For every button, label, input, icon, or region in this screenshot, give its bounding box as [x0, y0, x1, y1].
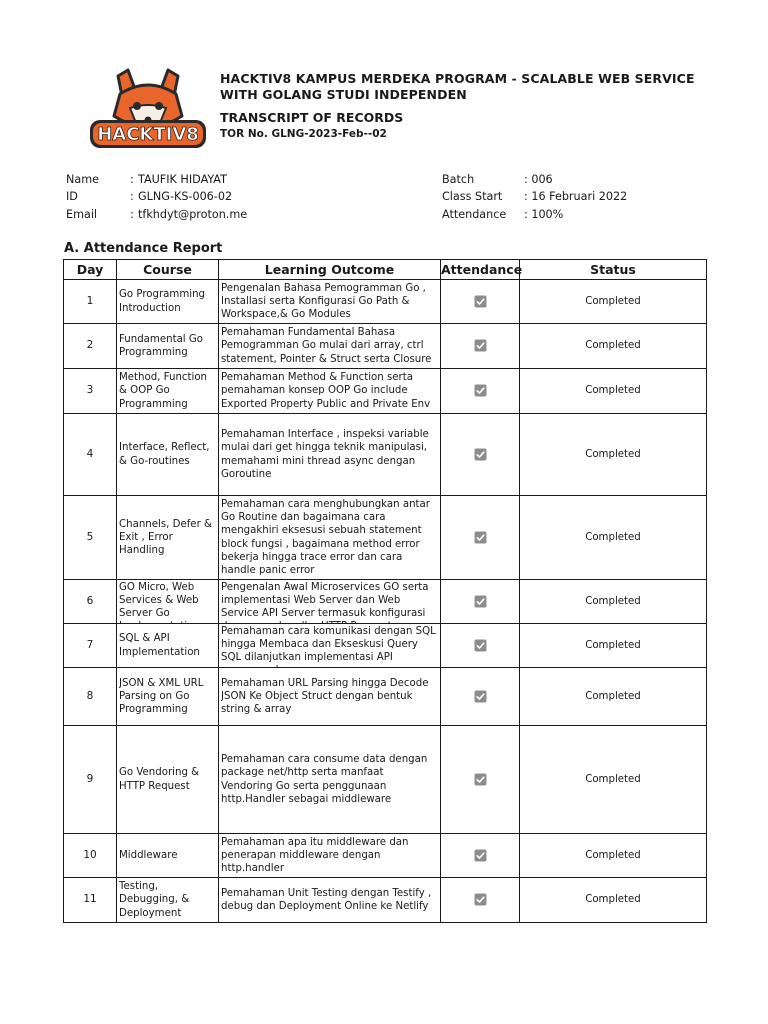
table-row: [64, 878, 707, 923]
status-cell: Completed: [520, 878, 707, 923]
status-cell: Completed: [520, 369, 707, 414]
outcome-text: Pemahaman apa itu middleware dan penerapan middleware dengan http.handler: [221, 836, 409, 875]
course-text: Method, Function & OOP Go Programming: [119, 372, 208, 410]
checkbox-checked-icon: [474, 849, 487, 862]
attendance-cell: [441, 369, 520, 414]
checkbox-checked-icon: [474, 384, 487, 397]
checkbox-checked-icon: [474, 531, 487, 544]
hacktiv8-logo: [82, 66, 214, 158]
status-cell: Completed: [520, 496, 707, 580]
table-row: [64, 369, 707, 414]
info-value: : 006: [524, 173, 553, 186]
checkbox-checked-icon: [474, 295, 487, 308]
outcome-text: Pemahaman Fundamental Bahasa Pemogramman Go mulai dari array, ctrl statement, Pointer & Struct serta Closure: [221, 327, 432, 365]
outcome-cell: [219, 414, 441, 496]
course-cell: [117, 726, 219, 834]
column-header-course: Course: [117, 260, 219, 280]
table-row: [64, 624, 707, 668]
outcome-text: Pengenalan Bahasa Pemogramman Go , Installasi serta Konfigurasi Go Path & Workspace,& Go Modules: [221, 282, 426, 321]
table-row: [64, 834, 707, 878]
course-cell: [117, 624, 219, 668]
day-cell: 8: [64, 668, 117, 726]
info-separator: :: [130, 173, 134, 186]
day-cell: 2: [64, 324, 117, 369]
outcome-cell: [219, 624, 441, 668]
course-cell: [117, 324, 219, 369]
attendance-cell: [441, 414, 520, 496]
outcome-text: Pemahaman cara komunikasi dengan SQL hingga Membaca dan Ekseskusi Query SQL dilanjutkan implementasi API: [221, 625, 436, 663]
column-header-learning-outcome: Learning Outcome: [219, 260, 441, 280]
checkbox-checked-icon: [474, 639, 487, 652]
outcome-cell: [219, 324, 441, 369]
checkbox-checked-icon: [474, 893, 487, 906]
info-row-email: [66, 206, 247, 223]
day-cell: 7: [64, 624, 117, 668]
checkbox-checked-icon: [474, 595, 487, 608]
info-separator: :: [130, 190, 134, 204]
document-title: TRANSCRIPT OF RECORDS: [220, 110, 404, 125]
course-cell: [117, 668, 219, 726]
day-cell: 11: [64, 878, 117, 923]
info-row-name: [66, 171, 247, 188]
student-info: [66, 171, 247, 223]
day-cell: 10: [64, 834, 117, 878]
course-text: Interface, Reflect, & Go-routines: [119, 442, 210, 467]
outcome-cell: [219, 580, 441, 624]
info-label: Batch: [442, 173, 475, 186]
column-header-status: Status: [520, 260, 707, 280]
course-cell: [117, 834, 219, 878]
course-cell: [117, 496, 219, 580]
outcome-cell: [219, 878, 441, 923]
column-header-attendance: Attendance: [441, 260, 520, 280]
section-title: A. Attendance Report: [64, 241, 223, 256]
table-row: [64, 414, 707, 496]
checkbox-checked-icon: [474, 339, 487, 352]
course-text: SQL & API Implementation: [119, 633, 200, 658]
document-header: [220, 71, 720, 140]
attendance-cell: [441, 878, 520, 923]
table-row: [64, 726, 707, 834]
table-row: [64, 280, 707, 324]
day-cell: 6: [64, 580, 117, 624]
program-title: HACKTIV8 KAMPUS MERDEKA PROGRAM - SCALABLE WEB SERVICE WITH GOLANG STUDI INDEPENDEN: [220, 71, 695, 102]
day-cell: 4: [64, 414, 117, 496]
info-row-class-start: [442, 188, 627, 205]
status-cell: Completed: [520, 624, 707, 668]
checkbox-checked-icon: [474, 690, 487, 703]
course-text: Go Programming Introduction: [119, 289, 206, 314]
attendance-cell: [441, 496, 520, 580]
day-cell: 3: [64, 369, 117, 414]
status-cell: Completed: [520, 280, 707, 324]
course-text: Middleware: [119, 849, 178, 861]
attendance-cell: [441, 668, 520, 726]
info-value: TAUFIK HIDAYAT: [138, 173, 227, 186]
course-text: JSON & XML URL Parsing on Go Programming: [119, 677, 204, 716]
info-value: : 16 Februari 2022: [524, 190, 628, 204]
info-separator: :: [130, 207, 134, 221]
info-row-id: [66, 188, 247, 205]
attendance-cell: [441, 324, 520, 369]
outcome-cell: [219, 726, 441, 834]
course-text: Testing, Debugging, & Deployment: [119, 881, 190, 919]
status-cell: Completed: [520, 726, 707, 834]
status-cell: Completed: [520, 414, 707, 496]
outcome-text: Pemahaman Method & Function serta pemahaman konsep OOP Go include Exported Property Public and Private Env: [221, 372, 431, 410]
attendance-cell: [441, 834, 520, 878]
status-cell: Completed: [520, 668, 707, 726]
attendance-table: [63, 259, 707, 923]
outcome-text: Pengenalan Awal Microservices GO serta implementasi Web Server dan Web Service API Server termasuk konfigurasi: [221, 581, 429, 619]
table-header-row: [64, 260, 707, 280]
course-text: GO Micro, Web Services & Web Server Go: [119, 581, 199, 619]
info-row-batch: [442, 171, 627, 188]
outcome-text: Pemahaman URL Parsing hingga Decode JSON Ke Object Struct dengan bentuk string & array: [221, 677, 429, 716]
outcome-text: Pemahaman cara menghubungkan antar Go Routine dan bagaimana cara mengakhiri eksesusi sebuah statement block fungsi , bagaimana method error bekerja hingga trace error dan cara handle panic error: [221, 498, 430, 576]
course-cell: [117, 878, 219, 923]
info-label: Attendance: [442, 207, 507, 221]
course-text: Go Vendoring & HTTP Request: [119, 767, 200, 792]
attendance-cell: [441, 280, 520, 324]
column-header-day: Day: [64, 260, 117, 280]
info-label: Name: [66, 173, 100, 186]
status-cell: Completed: [520, 580, 707, 624]
table-row: [64, 580, 707, 624]
attendance-cell: [441, 624, 520, 668]
attendance-cell: [441, 726, 520, 834]
outcome-cell: [219, 369, 441, 414]
outcome-cell: [219, 496, 441, 580]
attendance-cell: [441, 580, 520, 624]
outcome-cell: [219, 668, 441, 726]
info-row-attendance: [442, 206, 627, 223]
info-label: Email: [66, 207, 98, 221]
status-cell: Completed: [520, 324, 707, 369]
checkbox-checked-icon: [474, 448, 487, 461]
outcome-cell: [219, 280, 441, 324]
course-text: Fundamental Go Programming: [119, 333, 204, 358]
table-row: [64, 324, 707, 369]
table-row: [64, 668, 707, 726]
outcome-text: Pemahaman cara consume data dengan package net/http serta manfaat Vendoring Go serta penggunaan http.Handler sebagai middleware: [221, 754, 428, 805]
course-cell: [117, 580, 219, 624]
batch-info: [442, 171, 627, 223]
checkbox-checked-icon: [474, 773, 487, 786]
outcome-text: Pemahaman Interface , inspeksi variable mulai dari get hingga teknik manipulasi, memahami mini thread async dengan Goroutine: [221, 429, 429, 480]
day-cell: 9: [64, 726, 117, 834]
outcome-cell: [219, 834, 441, 878]
table-row: [64, 496, 707, 580]
course-cell: [117, 414, 219, 496]
info-label: ID: [66, 190, 78, 204]
info-value: GLNG-KS-006-02: [138, 190, 233, 204]
course-text: Channels, Defer & Exit , Error Handling: [119, 518, 212, 557]
day-cell: 5: [64, 496, 117, 580]
day-cell: 1: [64, 280, 117, 324]
info-label: Class Start: [442, 190, 503, 204]
status-cell: Completed: [520, 834, 707, 878]
info-value: : 100%: [524, 207, 564, 221]
info-value: tfkhdyt@proton.me: [138, 207, 248, 221]
course-cell: [117, 280, 219, 324]
course-cell: [117, 369, 219, 414]
outcome-text: Pemahaman Unit Testing dengan Testify , debug dan Deployment Online ke Netlify: [221, 887, 432, 912]
tor-number: TOR No. GLNG-2023-Feb--02: [220, 128, 387, 140]
logo-wordmark: HACKTIV8: [97, 124, 199, 145]
